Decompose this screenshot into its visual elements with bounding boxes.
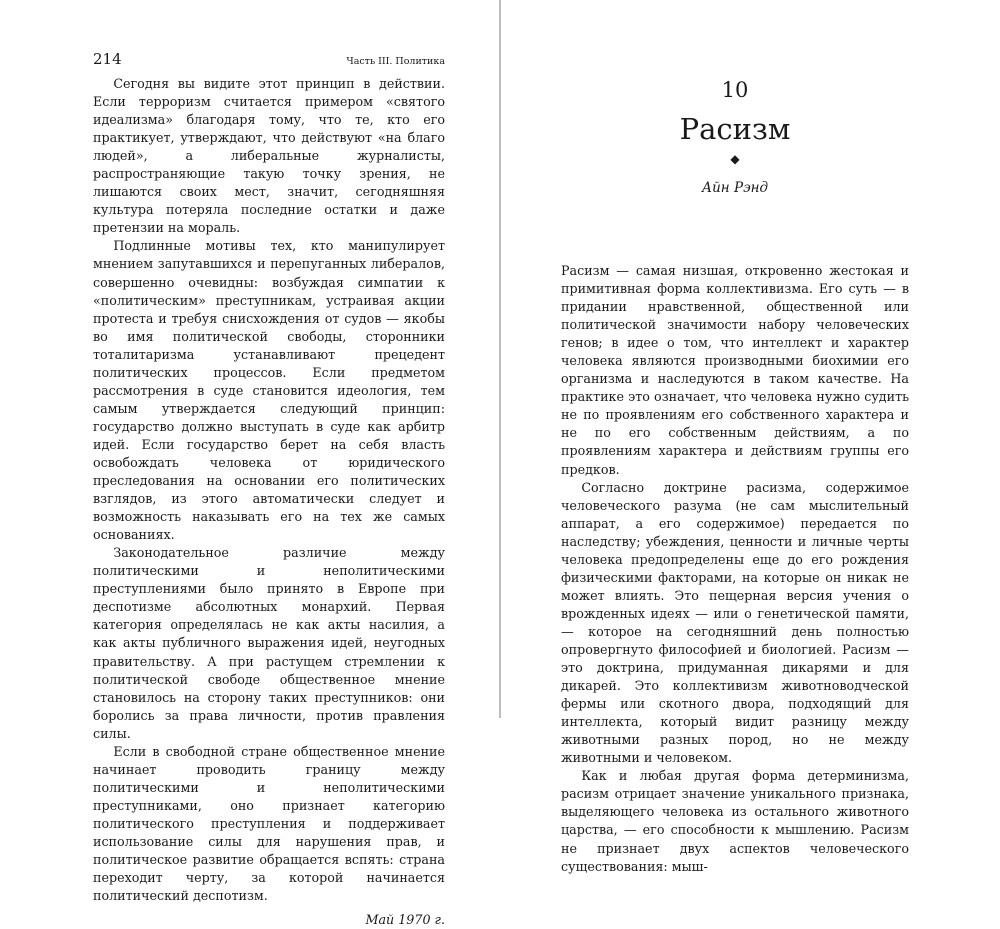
paragraph: Сегодня вы видите этот принцип в действии. Если терроризм считается примером «святого идеализма» благодаря тому, что те, кто его практикует, утверждают, что действуют «на благо людей», а либеральные журналисты, распространяющие такую точку зрения, не лишаются своих мест, значит, сегодняшняя культура потеряла последние остатки и даже претензии на мораль. [93, 76, 445, 236]
chapter-author: Айн Рэнд [701, 180, 769, 196]
left-page [0, 0, 499, 928]
chapter-title: Расизм [679, 112, 791, 146]
left-body-text [93, 75, 445, 929]
paragraph: Согласно доктрине расизма, содержимое человеческого разума (не сам мыслительный аппарат, а его содержимое) передается по наследству; убеждения, ценности и личные черты человека предопределены еще до его рождения физическими факторами, на которые он никак не может влиять. Это пещерная версия учения о врожденных идеях — или о генетической памяти, — которое на сегодняшний день полностью опровергнуто философией и биологией. Расизм — это доктрина, придуманная дикарями и для дикарей. Это коллективизм животноводческой фермы или скотного двора, подходящий для интеллекта, который видит разницу между животными разных пород, но не между животными и человеком. [561, 479, 909, 766]
running-head: Часть III. Политика [346, 56, 445, 67]
paragraph: Расизм — самая низшая, откровенно жестокая и примитивная форма коллективизма. Его суть — в придании нравственной, общественной или политической значимости набору человеческих генов; в идее о том, что интеллект и характер человека являются производными биохимии его организма и наследуются в таком качестве. На практике это означает, что человека нужно судить не по проявлениям его собственного характера и не по его собственным действиям, а по проявлениям характера и действиям группы его предков. [561, 263, 909, 477]
paragraph: Если в свободной стране общественное мнение начинает проводить границу между политическими и неполитическими преступниками, оно признает категорию политического преступления и поддерживает использование силы для нарушения прав, и политическое развитие обращается вспять: страна переходит черту, за которой начинается политический деспотизм. [93, 743, 445, 904]
chapter-number: 10 [721, 78, 749, 102]
right-body-text [561, 262, 909, 876]
paragraph: Подлинные мотивы тех, кто манипулирует мнением запутавшихся и перепуганных либералов, совершенно очевидны: возбуждая симпатии к «политическим» преступникам, устраивая акции протеста и требуя снисхождения от судов — якобы во имя политической свободы, сторонники тоталитаризма устанавливают прецедент политических процессов. Если предметом рассмотрения в суде становится идеология, тем самым утверждается следующий принцип: государство должно выступать в суде как арбитр идей. Если государство берет на себя власть освобождать человека от юридического преследования на основании его политических взглядов, из этого автоматически следует и возможность наказывать его на тех же самых основаниях. [93, 238, 445, 543]
paragraph: Законодательное различие между политическими и неполитическими преступлениями было принято в Европе при деспотизме абсолютных монархий. Первая категория определялась не как акты насилия, а как акты публичного выражения идей, неугодных правительству. А при растущем стремлении к политической свободе общественное мнение становилось на сторону таких преступников: они боролись за права личности, против правления силы. [93, 545, 445, 741]
right-page [501, 0, 1000, 874]
page-number: 214 [93, 50, 122, 68]
diamond-ornament-icon: ◆ [730, 152, 740, 166]
date-signoff: Май 1970 г. [365, 912, 445, 928]
paragraph: Как и любая другая форма детерминизма, расизм отрицает значение уникального признака, выделяющего человека из остального животного царства, — его способности к мышлению. Расизм не признает двух аспектов человеческого существования: мыш- [561, 768, 909, 874]
left-page-header [93, 50, 445, 68]
